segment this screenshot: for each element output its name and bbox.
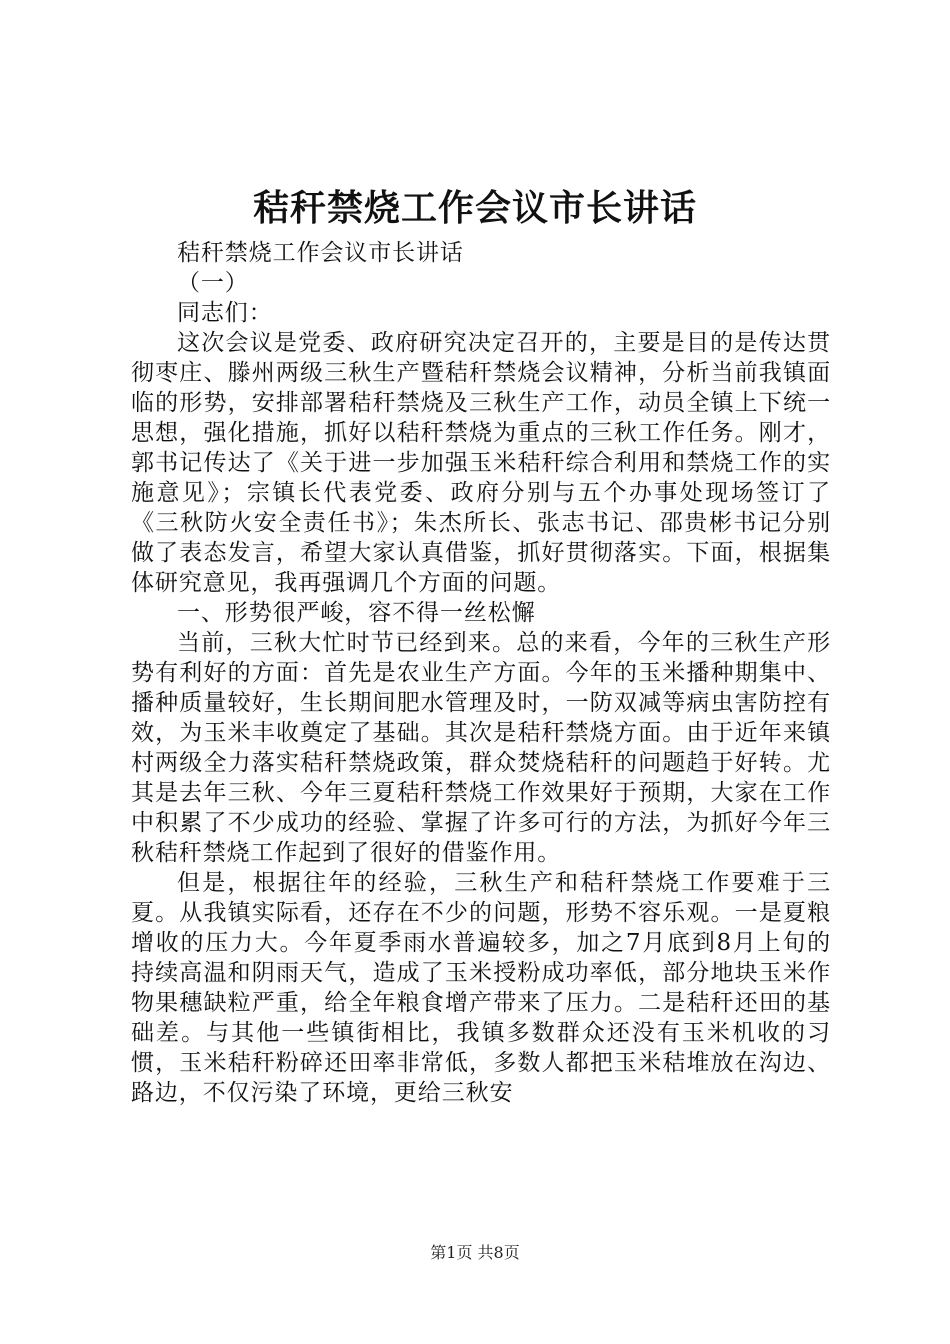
body-paragraph: 当前，三秋大忙时节已经到来。总的来看，今年的三秋生产形势有利好的方面：首先是农业生产方面。今年的玉米播种期集中、播种质量较好，生长期间肥水管理及时，一防双减等病虫害防控有效，为玉米丰收奠定了基础。其次是秸秆禁烧方面。由于近年来镇村两级全力落实秸秆禁烧政策，群众焚烧秸秆的问题趋于好转。尤其是去年三秋、今年三夏秸秆禁烧工作效果好于预期，大家在工作中积累了不少成功的经验、掌握了许多可行的方法，为抓好今年三秋秸秆禁烧工作起到了很好的借鉴作用。	[131, 630, 831, 866]
page-footer: 第1页 共8页	[430, 1243, 520, 1262]
document-title: 秸秆禁烧工作会议市长讲话	[252, 187, 697, 229]
salutation: 同志们：	[177, 300, 273, 326]
section-heading: 一、形势很严峻，容不得一丝松懈	[177, 600, 536, 626]
subtitle-paragraph: 秸秆禁烧工作会议市长讲话	[177, 240, 464, 266]
body-paragraph: 这次会议是党委、政府研究决定召开的，主要是目的是传达贯彻枣庄、滕州两级三秋生产暨秸秆禁烧会议精神，分析当前我镇面临的形势，安排部署秸秆禁烧及三秋生产工作，动员全镇上下统一思想，强化措施，抓好以秸秆禁烧为重点的三秋工作任务。刚才，郭书记传达了《关于进一步加强玉米秸秆综合利用和禁烧工作的实施意见》；宗镇长代表党委、政府分别与五个办事处现场签订了《三秋防火安全责任书》；朱杰所长、张志书记、邵贵彬书记分别做了表态发言，希望大家认真借鉴，抓好贯彻落实。下面，根据集体研究意见，我再强调几个方面的问题。	[131, 330, 831, 596]
document-body	[131, 238, 831, 1108]
section-number: （一）	[177, 270, 249, 296]
body-paragraph: 但是，根据往年的经验，三秋生产和秸秆禁烧工作要难于三夏。从我镇实际看，还存在不少的问题，形势不容乐观。一是夏粮增收的压力大。今年夏季雨水普遍较多，加之7月底到8月上旬的持续高温和阴雨天气，造成了玉米授粉成功率低，部分地块玉米作物果穗缺粒严重，给全年粮食增产带来了压力。二是秸秆还田的基础差。与其他一些镇街相比，我镇多数群众还没有玉米机收的习惯，玉米秸秆粉碎还田率非常低，多数人都把玉米秸堆放在沟边、路边，不仅污染了环境，更给三秋安	[131, 870, 831, 1106]
